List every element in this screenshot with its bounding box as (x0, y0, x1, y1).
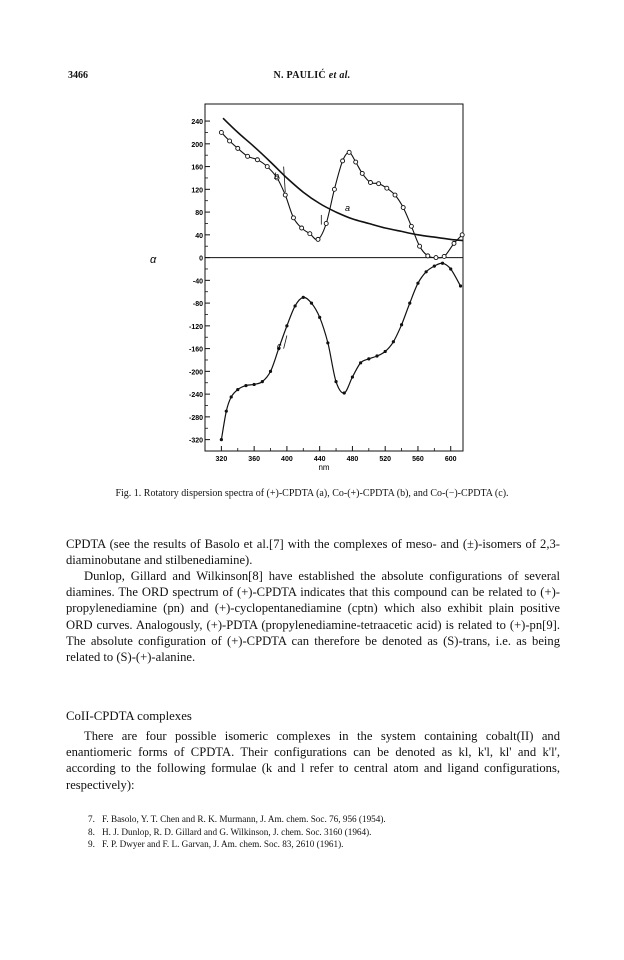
series-b-point (434, 256, 438, 260)
footnote-number: 8. (88, 826, 95, 837)
series-b-point (316, 237, 320, 241)
series-c-line (221, 263, 460, 439)
series-c-point (433, 265, 436, 268)
series-b-point (393, 193, 397, 197)
y-tick-label: -40 (192, 278, 203, 286)
y-axis-label: α (150, 254, 157, 266)
series-b-point (255, 158, 259, 162)
footnote-number: 9. (88, 839, 95, 850)
series-b-point (418, 244, 422, 248)
series-b-point (291, 216, 295, 220)
series-b-point (219, 130, 223, 134)
page-header (68, 70, 556, 86)
series-b-point (308, 232, 312, 236)
series-c-point (310, 301, 313, 304)
plot-frame (205, 104, 463, 451)
figure-caption: Fig. 1. Rotatory dispersion spectra of (+)-CPDTA (a), Co-(+)-CPDTA (b), and Co-(−)-CPDTA (c). (115, 488, 509, 499)
series-b-point (442, 254, 446, 258)
series-c-point (459, 284, 462, 287)
series-c-point (334, 380, 337, 383)
footnote-text: F. P. Dwyer and F. L. Garvan, J. Am. chem. Soc. 83, 2610 (1961). (102, 839, 344, 850)
footnote-text: H. J. Dunlop, R. D. Gillard and G. Wilkinson, J. chem. Soc. 3160 (1964). (102, 826, 372, 837)
series-c-point (449, 267, 452, 270)
series-b-point (401, 206, 405, 210)
series-c-point (293, 304, 296, 307)
series-c-point (326, 341, 329, 344)
paragraph-3-text: There are four possible isomeric complexes in the system containing cobalt(II) and enantiomeric forms of CPDTA. Their configurations can be denoted as kl, k'l, kl' and k'l', according to the following formulae (k and l refer to central atom and ligand configurations, respectively): (66, 729, 560, 792)
ord-figure (140, 96, 480, 476)
footnote-9 (88, 838, 548, 851)
series-b-point (460, 233, 464, 237)
y-tick-label: -160 (188, 346, 203, 354)
y-tick-label: -320 (188, 437, 203, 445)
series-c-point (400, 323, 403, 326)
series-b-point (377, 182, 381, 186)
series-b-point (385, 186, 389, 190)
chart-series (219, 118, 464, 441)
series-c-point (244, 384, 247, 387)
series-b-point (426, 254, 430, 258)
x-tick-label: 560 (412, 456, 424, 463)
series-c-point (261, 380, 264, 383)
paragraph-1-text: CPDTA (see the results of Basolo et al.[7] with the complexes of meso- and (±)-isomers of 2,3-diaminobutane and stilbenediamine). (66, 537, 560, 568)
y-tick-label: 200 (191, 141, 203, 149)
y-tick-label: 0 (199, 255, 203, 263)
x-tick-label: 360 (248, 456, 260, 463)
series-c-point (285, 324, 288, 327)
series-c-point (220, 438, 223, 441)
x-axis-label: nm (318, 463, 330, 472)
footnote-7 (88, 813, 548, 826)
y-tick-label: -240 (188, 392, 203, 400)
y-tick-label: -80 (192, 301, 203, 309)
series-c-point (392, 340, 395, 343)
x-tick-label: 520 (379, 456, 392, 463)
paragraph-3 (66, 728, 560, 793)
chart-axes (205, 104, 463, 451)
x-tick-label: 400 (281, 456, 293, 463)
y-tick-label: 160 (191, 164, 203, 172)
y-tick-label: 120 (191, 187, 203, 195)
chart-ticks (189, 119, 457, 463)
series-c-point (384, 350, 387, 353)
x-tick-label: 320 (215, 456, 228, 463)
series-c-point (225, 410, 228, 413)
series-c-point (253, 383, 256, 386)
series-b-point (300, 226, 304, 230)
series-b-point (246, 154, 250, 158)
series-c-point (351, 375, 354, 378)
footnote-text: F. Basolo, Y. T. Chen and R. K. Murmann, J. Am. chem. Soc. 76, 956 (1954). (102, 814, 386, 824)
y-tick-label: 240 (191, 119, 203, 127)
series-b-point (354, 160, 358, 164)
label-c-leader (284, 336, 287, 349)
series-b-point (409, 224, 413, 228)
series-a (223, 118, 463, 240)
curve-label-b: b (274, 171, 280, 181)
series-c-point (375, 354, 378, 357)
series-b-point (265, 165, 269, 169)
series-c-point (318, 316, 321, 319)
series-c-point (269, 370, 272, 373)
series-b-point (228, 139, 232, 143)
x-tick-label: 600 (444, 456, 457, 463)
series-c-point (367, 357, 370, 360)
paragraph-2-text: Dunlop, Gillard and Wilkinson[8] have established the absolute configurations of several diamines. The ORD spectrum of (+)-CPDTA indicates that this compound can be related to (+)-propylenediamine (pn) and (+)-cyclopentanediamine (cptn) which also exhibit plain positive ORD curves. Analogously, (+)-PDTA (propylenediamine-tetraacetic acid) is related to (+)-pn[9]. The absolute configuration of (+)-CPDTA can therefore be denoted as (S)-trans, i.e. as being related to (S)-(+)-alanine. (66, 569, 560, 665)
ord-chart (140, 96, 480, 476)
series-c-point (343, 391, 346, 394)
x-tick-label: 440 (313, 456, 326, 463)
series-c-point (302, 296, 305, 299)
series-b-point (368, 181, 372, 185)
series-c (220, 262, 462, 442)
series-b-point (324, 221, 328, 225)
series-b-point (283, 193, 287, 197)
y-tick-label: -280 (188, 414, 203, 422)
series-b-point (341, 159, 345, 163)
label-b-leader (284, 167, 286, 193)
series-c-point (236, 388, 239, 391)
running-head (68, 70, 556, 81)
series-c-point (408, 301, 411, 304)
series-b-line (221, 132, 462, 258)
paragraph-2 (66, 568, 560, 665)
page-number: 3466 (68, 70, 88, 81)
y-tick-label: -120 (188, 323, 203, 331)
curve-label-a: a (345, 203, 351, 213)
x-tick-label: 480 (346, 456, 359, 463)
series-b-point (452, 241, 456, 245)
series-c-point (359, 361, 362, 364)
curve-label-c: c (277, 341, 282, 351)
running-head-authors: N. PAULIĆ (273, 70, 326, 81)
y-tick-label: -200 (188, 369, 203, 377)
series-b-point (360, 171, 364, 175)
section-heading: CoII-CPDTA complexes (66, 709, 192, 723)
series-b-point (236, 146, 240, 150)
series-a-line (223, 118, 463, 240)
footnote-number: 7. (88, 814, 95, 824)
y-tick-label: 80 (195, 210, 203, 218)
series-b-point (347, 150, 351, 154)
series-c-point (416, 282, 419, 285)
series-b (219, 130, 464, 259)
paragraph-1 (66, 536, 560, 568)
footnotes (88, 813, 548, 851)
series-c-point (230, 395, 233, 398)
series-c-point (425, 270, 428, 273)
footnote-8 (88, 826, 548, 839)
running-head-etal: et al. (328, 70, 351, 81)
series-b-point (332, 187, 336, 191)
series-c-point (441, 262, 444, 265)
y-tick-label: 40 (195, 232, 203, 240)
